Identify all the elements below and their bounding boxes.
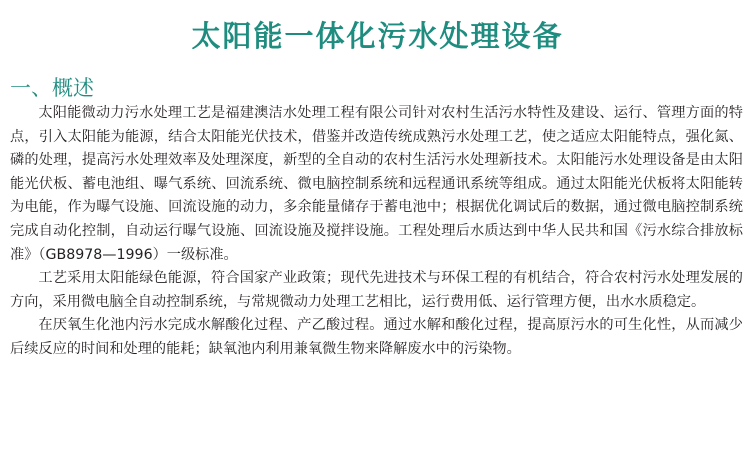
paragraph: 在厌氧生化池内污水完成水解酸化过程、产乙酸过程。通过水解和酸化过程，提高原污水的可生化性，从而减少后续反应的时间和处理的能耗；缺氧池内利用兼氧微生物来降解废水中的污染物。 [10,317,743,357]
section-heading: 一、概述 [10,76,94,100]
paragraph: 工艺采用太阳能绿色能源，符合国家产业政策；现代先进技术与环保工程的有机结合，符合农村污水处理发展的方向，采用微电脑全自动控制系统，与常规微动力处理工艺相比，运行费用低、运行管理方便，出水水质稳定。 [10,270,743,310]
page-title: 太阳能一体化污水处理设备 [191,19,564,53]
paragraph: 太阳能微动力污水处理工艺是福建澳洁水处理工程有限公司针对农村生活污水特性及建设、运行、管理方面的特点，引入太阳能为能源，结合太阳能光伏技术，借鉴并改造传统成熟污水处理工艺，使之适应太阳能特点，强化氮、磷的处理，提高污水处理效率及处理深度，新型的全自动的农村生活污水处理新技术。太阳能污水处理设备是由太阳能光伏板、蓄电池组、曝气系统、回流系统、微电脑控制系统和远程通讯系统等组成。通过太阳能光伏板将太阳能转为电能，作为曝气设施、回流设施的动力，多余能量储存于蓄电池中；根据优化调试后的数据，通过微电脑控制系统完成自动化控制，自动运行曝气设施、回流设施及搅拌设施。工程处理后水质达到中华人民共和国《污水综合排放标准》（GB8978—1996）一级标准。 [10,105,743,263]
section-body [10,102,743,362]
